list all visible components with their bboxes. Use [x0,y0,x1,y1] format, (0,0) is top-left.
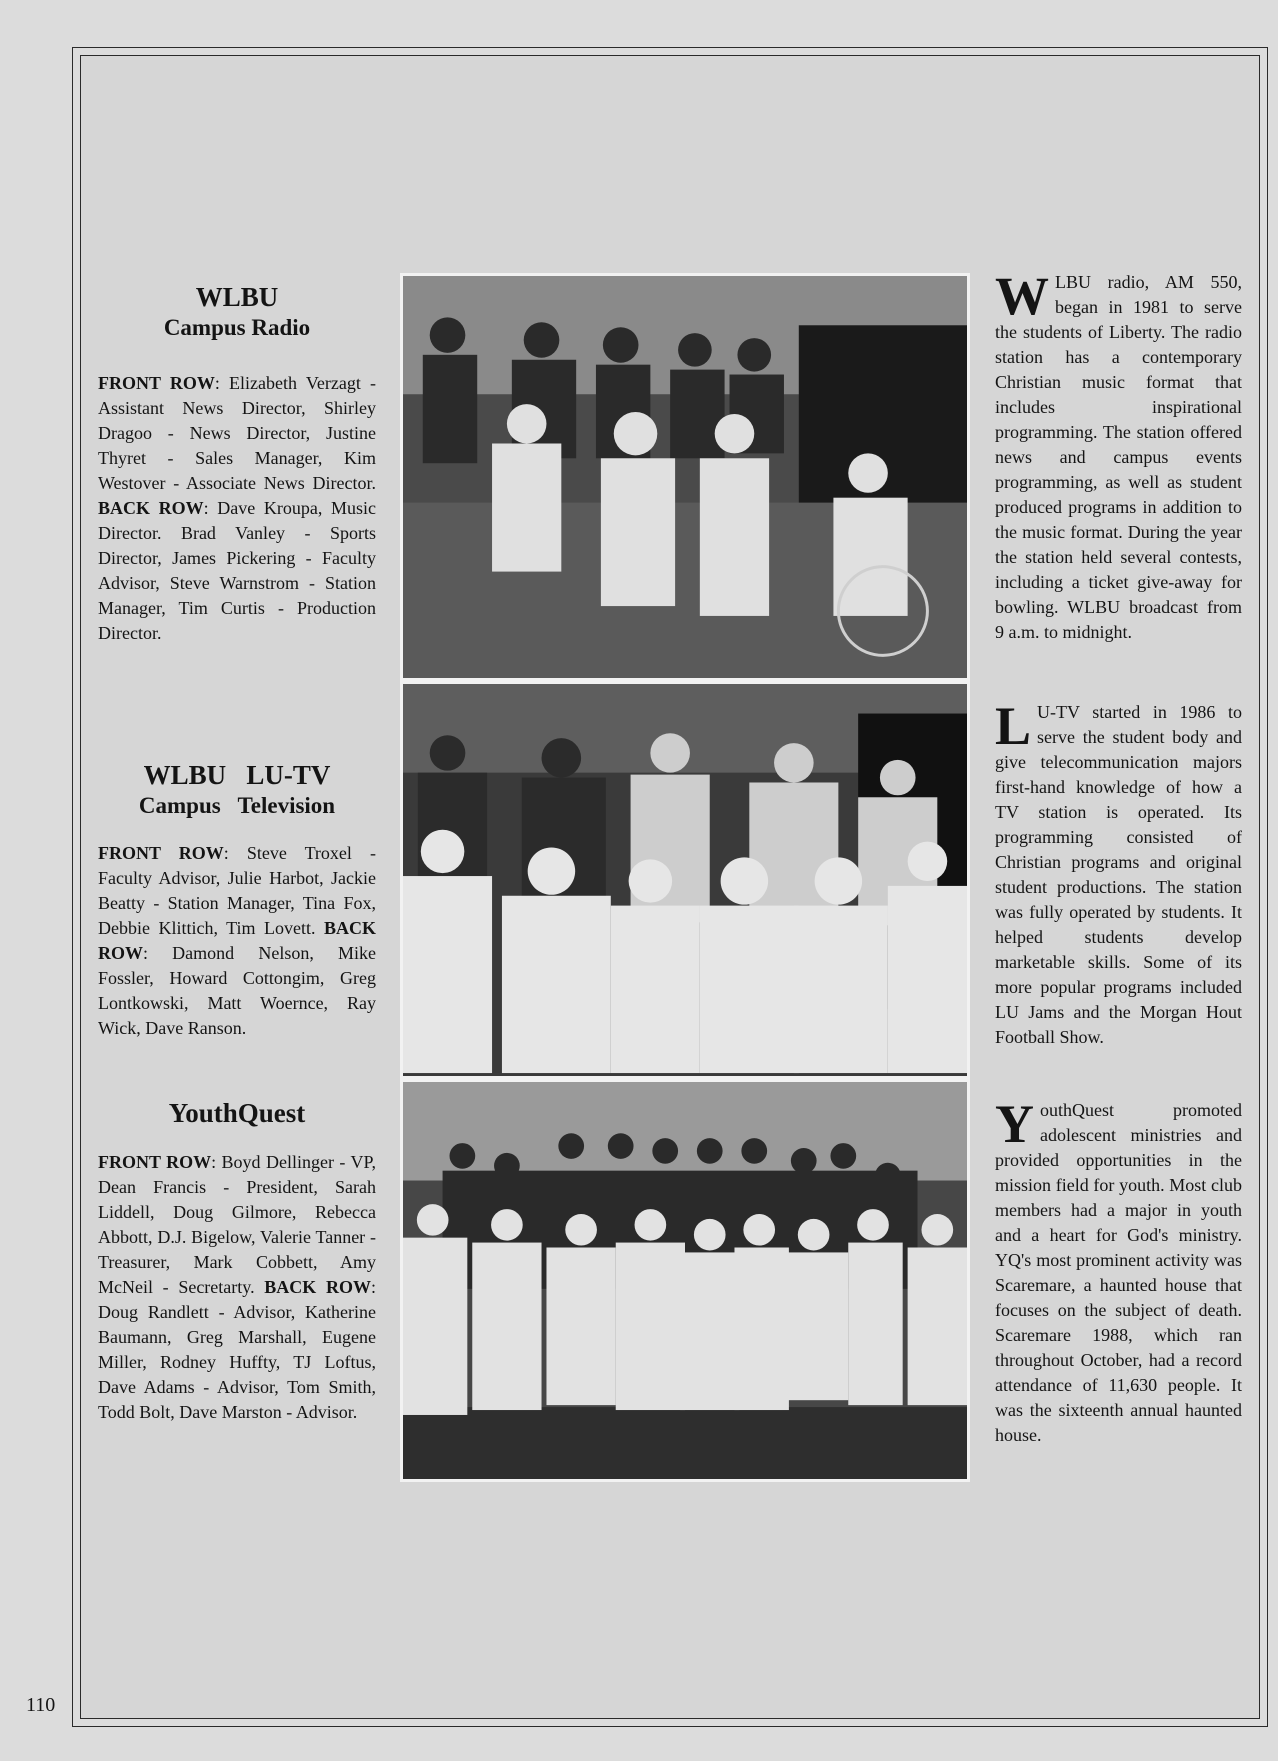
roster-caption [98,371,376,646]
roster-text: : Damond Nelson, Mike Fossler, Howard Cottongim, Greg Lontkowski, Matt Woernce, Ray Wick, Dave Ranson. [98,943,376,1038]
photo-wlbu-radio-group [400,273,970,681]
caption-youthquest [98,1098,376,1425]
group-photo-image [403,1082,967,1479]
row-label: FRONT ROW [98,373,215,393]
row-label: BACK ROW [98,918,376,963]
story-youthquest [995,1094,1242,1448]
story-lu-tv [995,696,1242,1050]
group-photo-image [403,684,967,1076]
roster-caption [98,841,376,1041]
story-text: outhQuest promoted adolescent ministries and provided opportunities in the mission field for youth. Most club members had a major in youth and a heart for God's ministry. YQ's most prominent activity was Scaremare, a haunted house that focuses on the subject of death. Scaremare 1988, which ran throughout October, had a record attendance of 11,630 people. It was the sixteenth annual haunted house. [995,1100,1242,1445]
roster-text: : Dave Kroupa, Music Director. Brad Vanley - Sports Director, James Pickering - Faculty Advisor, Steve Warnstrom - Station Manager, Tim Curtis - Production Director. [98,498,376,643]
section-subtitle: Campus Television [138,793,336,818]
section-title: YouthQuest [168,1098,306,1128]
drop-cap: L [995,696,1032,756]
section-subtitle: Campus Radio [163,315,311,340]
photo-youthquest-group [400,1079,970,1482]
photo-lu-tv-group [400,681,970,1079]
caption-lu-tv [98,760,376,1041]
roster-text: : Doug Randlett - Advisor, Katherine Baumann, Greg Marshall, Eugene Miller, Rodney Huffty, TJ Loftus, Dave Adams - Advisor, Tom Smith, Todd Bolt, Dave Marston - Advisor. [98,1277,376,1422]
story-wlbu-radio [995,266,1242,645]
row-label: FRONT ROW [98,1152,212,1172]
row-label: BACK ROW [98,498,204,518]
drop-cap: W [995,266,1049,326]
drop-cap: Y [995,1094,1034,1154]
row-label: FRONT ROW [98,843,224,863]
row-label: BACK ROW [264,1277,371,1297]
roster-caption [98,1150,376,1425]
caption-wlbu-radio [98,282,376,646]
section-title: WLBU LU-TV [143,760,331,790]
page-number: 110 [26,1694,56,1716]
roster-text: : Steve Troxel - Faculty Advisor, Julie Harbot, Jackie Beatty - Station Manager, Tina Fox, Debbie Klittich, Tim Lovett. [98,843,376,938]
group-photo-image [403,276,967,678]
story-text: U-TV started in 1986 to serve the student body and give telecommunication majors first-hand knowledge of how a TV station is operated. Its programming consisted of Christian programs and original student productions. The station was fully operated by students. It helped students develop marketable skills. Some of its more popular programs included LU Jams and the Morgan Hout Football Show. [995,702,1242,1047]
roster-text: : Boyd Dellinger - VP, Dean Francis - President, Sarah Liddell, Doug Gilmore, Rebecca Abbott, D.J. Bigelow, Valerie Tanner - Treasurer, Mark Cobbett, Amy McNeil - Secretarty. [98,1152,376,1297]
story-text: LBU radio, AM 550, began in 1981 to serve the students of Liberty. The radio station has a contemporary Christian music format that includes inspirational programming. The station offered news and campus events programming, as well as student produced programs in addition to the music format. During the year the station held several contests, including a ticket give-away for bowling. WLBU broadcast from 9 a.m. to midnight. [995,272,1242,642]
roster-text: : Elizabeth Verzagt - Assistant News Director, Shirley Dragoo - News Director, Justine Thyret - Sales Manager, Kim Westover - Associate News Director. [98,373,376,493]
section-title: WLBU [195,282,279,312]
